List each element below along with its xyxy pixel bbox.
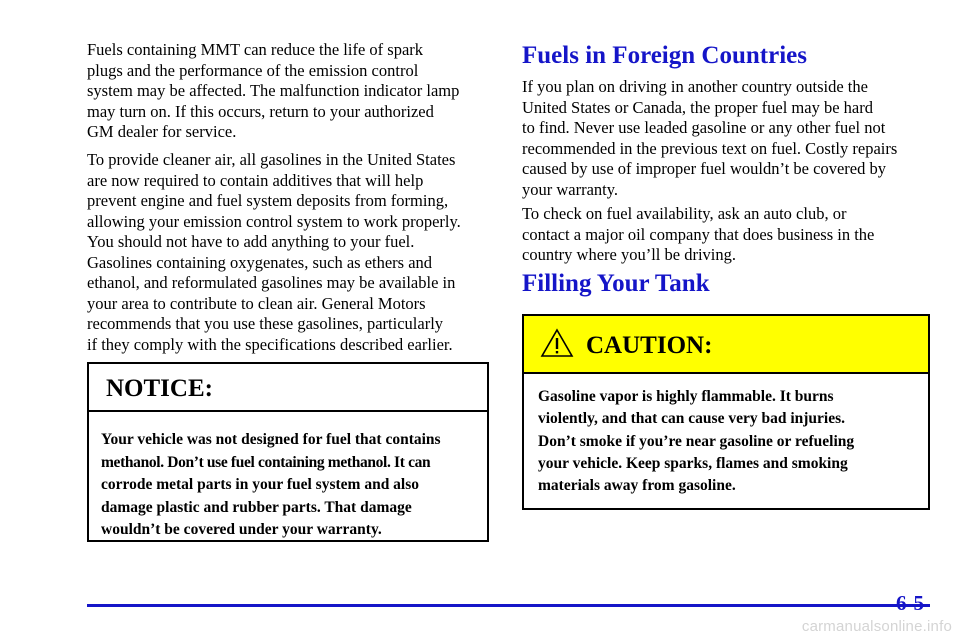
fuel-availability-paragraph bbox=[522, 204, 874, 266]
text-line: damage plastic and rubber parts. That damage bbox=[101, 498, 412, 516]
text-line: your warranty. bbox=[522, 179, 619, 199]
text-line: are now required to contain additives that will help bbox=[87, 170, 424, 190]
caution-header bbox=[524, 316, 928, 374]
text-line: corrode metal parts in your fuel system and also bbox=[101, 476, 420, 494]
text-line: contact a major oil company that does business in the bbox=[522, 224, 875, 244]
caution-body bbox=[538, 386, 854, 497]
text-line: methanol. Don’t use fuel containing methanol. It can bbox=[101, 453, 431, 471]
caution-box bbox=[522, 314, 930, 510]
text-line: plugs and the performance of the emission control bbox=[87, 60, 419, 80]
text-line: GM dealer for service. bbox=[87, 122, 237, 141]
text-line: violently, and that can cause very bad injuries. bbox=[538, 410, 846, 428]
notice-title: NOTICE: bbox=[106, 375, 213, 402]
text-line: your vehicle. Keep sparks, flames and smoking bbox=[538, 454, 848, 472]
text-line: country where you’ll be driving. bbox=[522, 245, 736, 264]
warning-triangle-icon bbox=[540, 328, 574, 358]
text-line: United States or Canada, the proper fuel may be hard bbox=[522, 97, 873, 117]
text-line: system may be affected. The malfunction indicator lamp bbox=[87, 81, 460, 100]
text-line: You should not have to add anything to your fuel. bbox=[87, 232, 415, 251]
text-line: prevent engine and fuel system deposits from forming, bbox=[87, 191, 449, 210]
text-line: wouldn’t be covered under your warranty. bbox=[101, 521, 382, 539]
text-line: Gasolines containing oxygenates, such as ethers and bbox=[87, 252, 433, 272]
text-line: If you plan on driving in another country outside the bbox=[522, 77, 868, 96]
page-number: 6-5 bbox=[896, 591, 924, 615]
text-line: may turn on. If this occurs, return to your authorized bbox=[87, 101, 434, 121]
notice-header bbox=[89, 364, 487, 412]
foreign-fuel-paragraph bbox=[522, 77, 897, 200]
text-line: materials away from gasoline. bbox=[538, 477, 736, 495]
watermark: carmanualsonline.info bbox=[801, 618, 952, 635]
text-line: To provide cleaner air, all gasolines in the United States bbox=[87, 150, 456, 169]
text-line: recommends that you use these gasolines, particularly bbox=[87, 314, 444, 333]
cleaner-air-paragraph bbox=[87, 150, 461, 355]
text-line: To check on fuel availability, ask an auto club, or bbox=[522, 204, 847, 223]
text-line: Don’t smoke if you’re near gasoline or refueling bbox=[538, 432, 855, 450]
section-heading-foreign-fuels: Fuels in Foreign Countries bbox=[522, 42, 807, 69]
text-line: caused by use of improper fuel wouldn’t be covered by bbox=[522, 159, 886, 178]
notice-body bbox=[101, 429, 441, 542]
notice-box bbox=[87, 362, 489, 542]
text-line: recommended in the previous text on fuel. Costly repairs bbox=[522, 138, 898, 158]
text-line: to find. Never use leaded gasoline or any other fuel not bbox=[522, 118, 886, 137]
caution-title: CAUTION: bbox=[586, 332, 713, 359]
text-line: Your vehicle was not designed for fuel that contains bbox=[101, 431, 441, 448]
text-line: Fuels containing MMT can reduce the life of spark bbox=[87, 40, 424, 59]
text-line: ethanol, and reformulated gasolines may be available in bbox=[87, 273, 456, 292]
text-line: allowing your emission control system to work properly. bbox=[87, 211, 461, 231]
section-heading-filling-tank: Filling Your Tank bbox=[522, 270, 710, 297]
mmt-paragraph bbox=[87, 40, 459, 143]
text-line: your area to contribute to clean air. General Motors bbox=[87, 293, 426, 313]
footer-rule bbox=[87, 604, 930, 607]
text-line: if they comply with the specifications described earlier. bbox=[87, 334, 453, 354]
text-line: Gasoline vapor is highly flammable. It burns bbox=[538, 388, 834, 405]
